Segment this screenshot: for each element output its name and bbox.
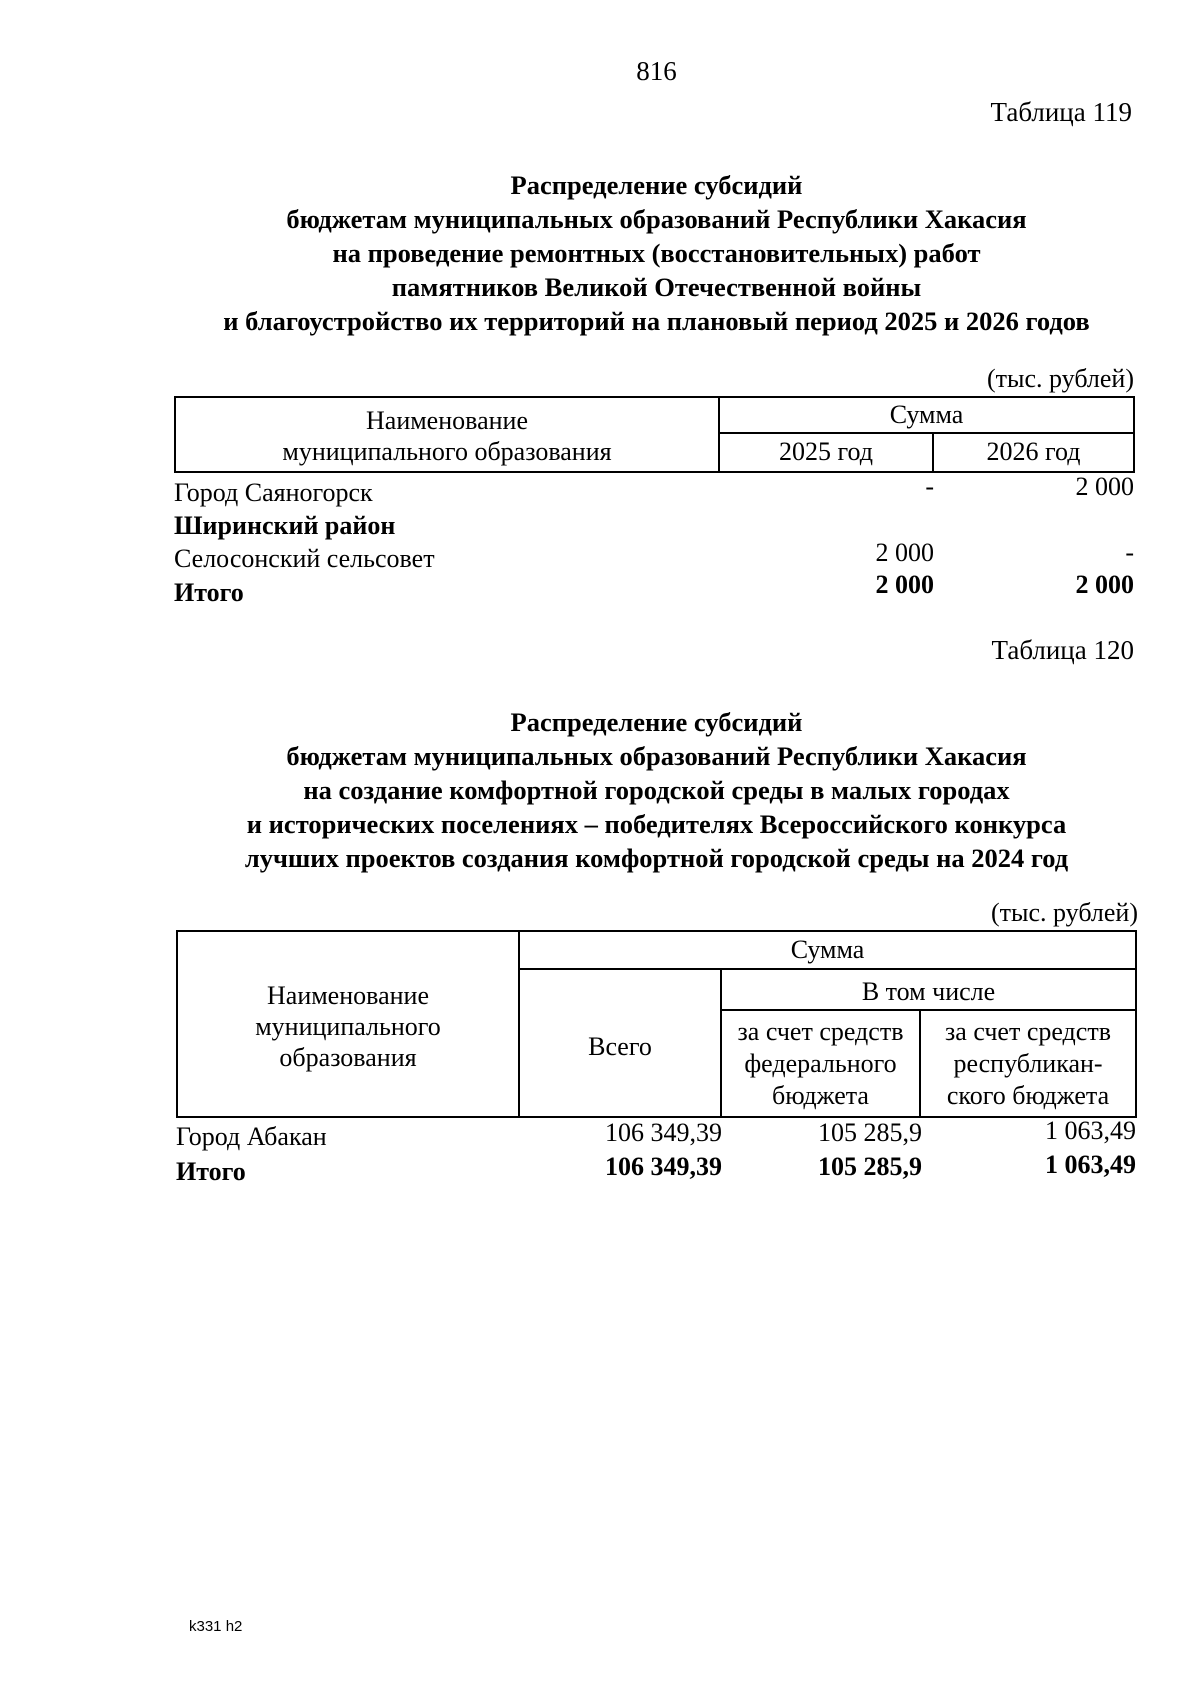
units-label: (тыс. рублей)	[990, 898, 1138, 927]
row-value-2025: 2 000	[875, 538, 934, 567]
row-value-2026: 2 000	[1075, 570, 1134, 599]
header-text: бюджета	[772, 1081, 869, 1110]
header-republic	[921, 1016, 1135, 1112]
document-code: k331 h2	[189, 1618, 243, 1635]
header-name-col	[176, 405, 718, 467]
header-divider	[518, 968, 1137, 970]
row-name: Итого	[174, 578, 244, 607]
header-text: ского бюджета	[946, 1081, 1110, 1110]
title-line: и исторических поселениях – победителях Всероссийского конкурса	[246, 809, 1067, 839]
table-120-label: Таблица 120	[991, 635, 1134, 665]
row-value-total: 106 349,39	[605, 1152, 722, 1181]
row-value-2026: 2 000	[1075, 472, 1134, 501]
header-sum: Сумма	[790, 935, 865, 964]
row-name: Селосонский сельсовет	[174, 544, 435, 573]
title-line: бюджетам муниципальных образований Республики Хакасия	[286, 741, 1027, 771]
row-value-federal: 105 285,9	[818, 1152, 922, 1181]
row-value-2025: -	[925, 472, 934, 501]
row-value-republic: 1 063,49	[1045, 1116, 1136, 1145]
title-line: памятников Великой Отечественной войны	[391, 272, 922, 302]
page-number: 816	[636, 56, 677, 86]
row-value-republic: 1 063,49	[1045, 1150, 1136, 1179]
header-text: республикан-	[953, 1049, 1103, 1078]
title-line: лучших проектов создания комфортной городской среды на 2024 год	[244, 843, 1069, 873]
title-line: Распределение субсидий	[510, 707, 803, 737]
row-value-2025: 2 000	[875, 570, 934, 599]
header-text: муниципального образования	[282, 437, 612, 466]
row-name: Итого	[176, 1157, 246, 1186]
row-name: Ширинский район	[174, 511, 396, 540]
title-line: Распределение субсидий	[510, 170, 803, 200]
header-sum: Сумма	[889, 400, 964, 429]
title-line: и благоустройство их территорий на плановый период 2025 и 2026 годов	[223, 306, 1090, 336]
header-2026: 2026 год	[986, 437, 1081, 466]
row-name: Город Саяногорск	[174, 478, 373, 507]
row-name: Город Абакан	[176, 1122, 327, 1151]
header-text: Наименование	[267, 981, 429, 1010]
header-divider	[718, 432, 1135, 434]
title-line: на создание комфортной городской среды в малых городах	[303, 775, 1010, 805]
header-federal	[722, 1016, 919, 1112]
header-text: за счет средств	[945, 1017, 1111, 1046]
header-divider	[720, 1009, 1137, 1011]
header-text: Наименование	[366, 406, 528, 435]
header-total: Всего	[588, 1032, 652, 1061]
table-120-title	[0, 705, 1200, 875]
table-119-title	[0, 168, 1200, 338]
header-text: федерального	[744, 1049, 897, 1078]
title-line: бюджетам муниципальных образований Республики Хакасия	[286, 204, 1027, 234]
title-line: на проведение ремонтных (восстановительных) работ	[332, 238, 981, 268]
row-value-federal: 105 285,9	[818, 1118, 922, 1147]
header-incl: В том числе	[861, 977, 996, 1006]
header-name-col	[178, 980, 518, 1073]
header-text: муниципального	[255, 1012, 441, 1041]
units-label: (тыс. рублей)	[986, 364, 1134, 393]
row-value-2026: -	[1125, 538, 1134, 567]
header-text: за счет средств	[737, 1017, 904, 1046]
header-text: образования	[279, 1043, 417, 1072]
table-119-label: Таблица 119	[990, 97, 1132, 127]
header-2025: 2025 год	[779, 437, 873, 466]
row-value-total: 106 349,39	[605, 1118, 722, 1147]
